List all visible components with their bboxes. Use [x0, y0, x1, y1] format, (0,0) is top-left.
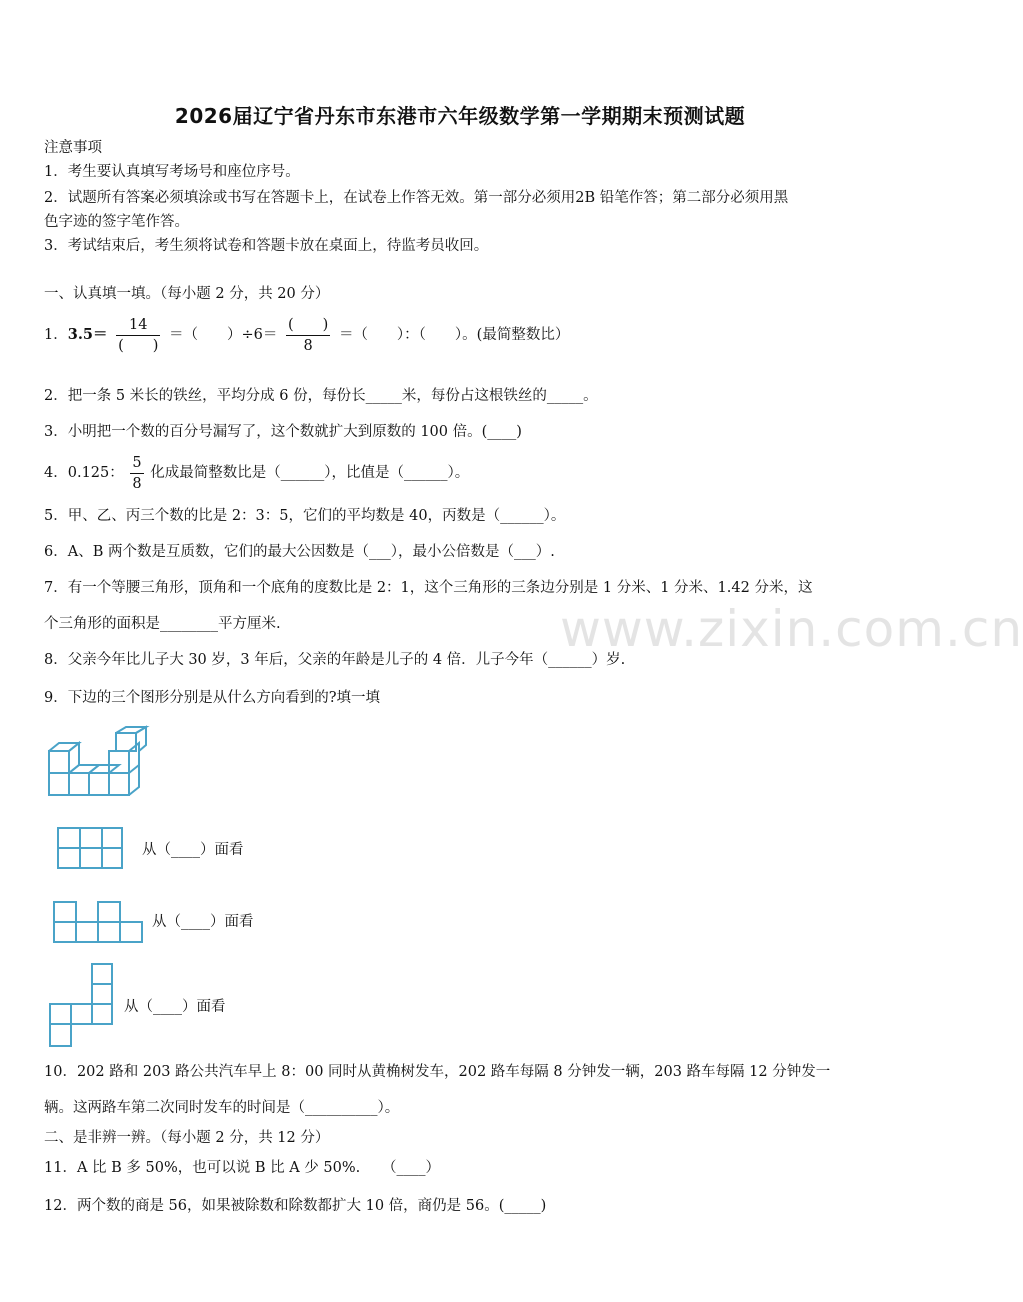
- watermark: www.zixin.com.cn: [560, 600, 1023, 658]
- notice-item-1: 1．考生要认真填写考场号和座位序号。: [44, 164, 300, 180]
- question-9: 9．下边的三个图形分别是从什么方向看到的?填一填: [44, 690, 380, 706]
- question-12: 12．两个数的商是 56，如果被除数和除数都扩大 10 倍，商仍是 56。(_____): [44, 1198, 547, 1214]
- notice-item-2-cont: 色字迹的签字笔作答。: [44, 214, 189, 230]
- notice-item-2: 2．试题所有答案必须填涂或书写在答题卡上，在试卷上作答无效。第一部分必须用2B 铅笔作答；第二部分必须用黑: [44, 190, 789, 206]
- grid-cell: [102, 848, 122, 868]
- q4-frac-numerator: 5: [132, 454, 142, 471]
- question-1: [44, 314, 569, 356]
- q4-fraction: [130, 453, 143, 494]
- grid-cell: [54, 902, 76, 922]
- grid-cell: [50, 1004, 71, 1024]
- grid-cell: [92, 1004, 112, 1024]
- notice-heading: 注意事项: [44, 140, 102, 156]
- view-3-caption: 从（____）面看: [124, 999, 226, 1015]
- view-2-caption: 从（____）面看: [152, 914, 254, 930]
- question-10-line-1: 10．202 路和 203 路公共汽车早上 8：00 同时从黄桷树发车，202 路车每隔 8 分钟发一辆，203 路车每隔 12 分钟发一: [44, 1064, 831, 1080]
- cube-side-face: [136, 727, 146, 751]
- q4-lead: 0.125：: [67, 465, 124, 481]
- question-6: 6．A、B 两个数是互质数，它们的最大公因数是（___），最小公倍数是（___）.: [44, 544, 555, 560]
- q1-tail: ＝（ ）：（ ）。(最简整数比）: [338, 327, 570, 343]
- q4-tail: 化成最简整数比是（______），比值是（______）。: [150, 465, 470, 481]
- question-8: 8．父亲今年比儿子大 30 岁，3 年后，父亲的年龄是儿子的 4 倍．儿子今年（______）岁.: [44, 652, 626, 668]
- grid-cell: [98, 922, 120, 942]
- cube-front-face: [89, 773, 109, 795]
- q1-lead: 3.5＝: [67, 326, 108, 343]
- grid-cell: [71, 1004, 92, 1024]
- grid-cell: [50, 1024, 71, 1046]
- grid-cell: [98, 902, 120, 922]
- q1-mid: ＝（ ）÷6＝: [169, 327, 278, 343]
- view-figure-1: [54, 824, 126, 872]
- q4-frac-denominator: 8: [130, 473, 143, 494]
- q1-frac2-numerator: ( ): [288, 316, 329, 333]
- question-11: 11．A 比 B 多 50%，也可以说 B 比 A 少 50%. （____）: [44, 1160, 441, 1176]
- grid-cell: [58, 848, 80, 868]
- grid-cell: [92, 964, 112, 984]
- question-10-line-2: 辆。这两路车第二次同时发车的时间是（__________）。: [44, 1100, 400, 1116]
- cube-front-face: [49, 773, 69, 795]
- grid-cell: [92, 984, 112, 1004]
- view-1-caption: 从（____）面看: [142, 842, 244, 858]
- cube-edge: [129, 765, 139, 773]
- q1-fraction-1: [116, 315, 160, 356]
- cube-front-face: [109, 773, 129, 795]
- section-2-heading: 二、是非辨一辨。（每小题 2 分，共 12 分）: [44, 1130, 330, 1146]
- cube-3d-figure: [44, 725, 154, 801]
- notice-item-3: 3．考试结束后，考生须将试卷和答题卡放在桌面上，待监考员收回。: [44, 238, 489, 254]
- q1-frac1-numerator: 14: [129, 316, 148, 333]
- grid-cell: [54, 922, 76, 942]
- grid-cell: [80, 828, 102, 848]
- q4-prefix: 4．: [44, 465, 68, 481]
- q1-frac1-denominator: ( ): [116, 335, 160, 356]
- q1-frac2-denominator: 8: [286, 335, 330, 356]
- grid-cell: [120, 922, 142, 942]
- grid-cell: [80, 848, 102, 868]
- view-figure-2: [50, 898, 146, 946]
- question-5: 5．甲、乙、丙三个数的比是 2：3：5，它们的平均数是 40，丙数是（______）。: [44, 508, 566, 524]
- cube-front-face: [69, 773, 89, 795]
- question-7-line-1: 7．有一个等腰三角形，顶角和一个底角的度数比是 2：1，这个三角形的三条边分别是 1 分米、1 分米、1.42 分米，这: [44, 580, 813, 596]
- section-1-heading: 一、认真填一填。（每小题 2 分，共 20 分）: [44, 286, 330, 302]
- view-figure-3: [46, 960, 118, 1050]
- grid-cell: [102, 828, 122, 848]
- cube-top-face: [89, 765, 119, 773]
- q1-prefix: 1．: [44, 327, 68, 343]
- page-title: 2026届辽宁省丹东市东港市六年级数学第一学期期末预测试题: [174, 104, 746, 128]
- grid-cell: [58, 828, 80, 848]
- question-4: [44, 452, 469, 494]
- q1-fraction-2: [286, 315, 330, 356]
- grid-cell: [76, 922, 98, 942]
- question-7-line-2: 个三角形的面积是________平方厘米.: [44, 616, 281, 632]
- cube-front-face: [49, 751, 69, 773]
- question-3: 3．小明把一个数的百分号漏写了，这个数就扩大到原数的 100 倍。(____): [44, 424, 522, 440]
- question-2: 2．把一条 5 米长的铁丝，平均分成 6 份，每份长_____米，每份占这根铁丝的_____。: [44, 388, 598, 404]
